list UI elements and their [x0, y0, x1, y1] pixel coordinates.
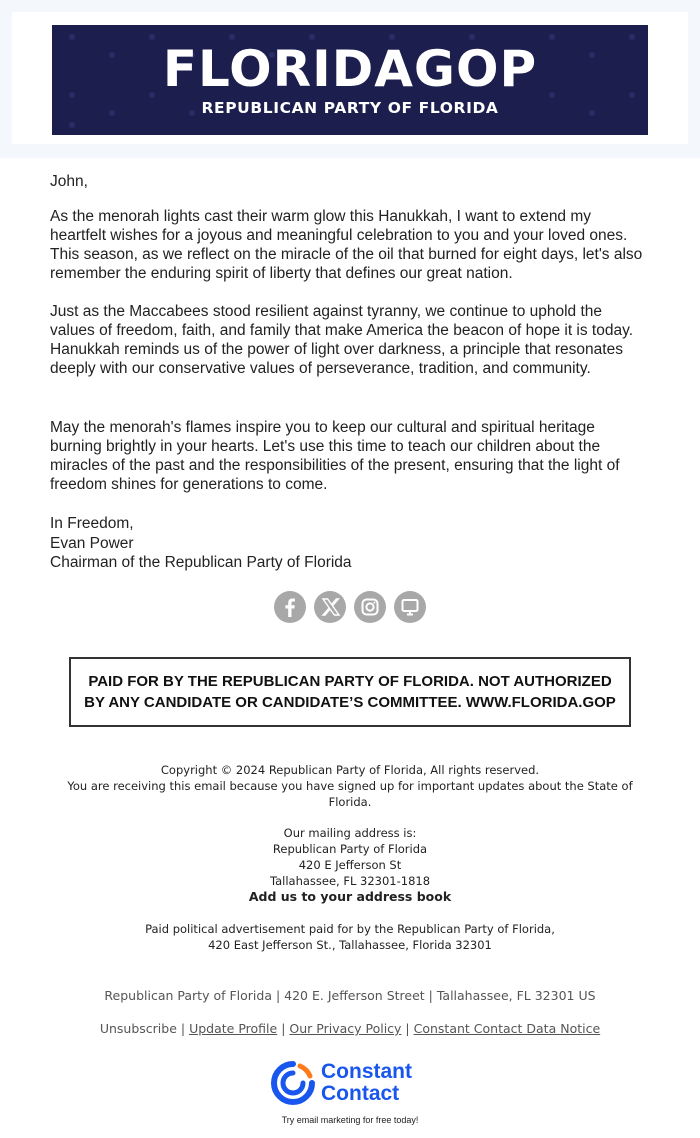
paid-advertisement-block — [0, 921, 700, 953]
city: Tallahassee, FL 32301-1818 — [269, 874, 431, 888]
instagram-icon[interactable] — [354, 591, 386, 623]
x-icon[interactable] — [314, 591, 346, 623]
copyright-block — [0, 762, 700, 810]
unsubscribe-link[interactable]: Unsubscribe — [99, 1021, 177, 1036]
separator: | — [401, 1021, 414, 1036]
add-to-address-book-link[interactable]: Add us to your address book — [248, 889, 452, 904]
mailing-label: Our mailing address is: — [283, 826, 417, 840]
reason-line-2: Florida. — [328, 795, 372, 809]
paragraph-1: As the menorah lights cast their warm glow this Hanukkah, I want to extend my heartfelt wishes for a joyous and meaningful celebration to you and your loved ones. This season, as we reflect on the miracle of the oil that burned for eight days, let's also remember the enduring spirit of liberty that defines our great nation. — [50, 208, 643, 282]
footer-links — [0, 1021, 700, 1036]
copyright: Copyright © 2024 Republican Party of Florida, All rights reserved. — [160, 763, 540, 777]
update-profile-link[interactable]: Update Profile — [189, 1021, 278, 1036]
data-notice-link[interactable]: Constant Contact Data Notice — [413, 1021, 601, 1036]
privacy-policy-link[interactable]: Our Privacy Policy — [289, 1021, 402, 1036]
disclaimer-line-2: BY ANY CANDIDATE OR CANDIDATE’S COMMITTEE. WWW.FLORIDA.GOP — [84, 694, 616, 711]
florida-gop-banner[interactable] — [52, 25, 648, 135]
sign-off: In Freedom, — [50, 515, 134, 532]
paid-line-1: Paid political advertisement paid for by the Republican Party of Florida, — [145, 922, 555, 936]
website-icon[interactable] — [394, 591, 426, 623]
org-name: Republican Party of Florida — [272, 842, 428, 856]
mailing-address-block — [0, 825, 700, 905]
signer-title: Chairman of the Republican Party of Florida — [50, 554, 352, 571]
cc-line-1: Constant — [321, 1060, 412, 1083]
reason-line-1: You are receiving this email because you have signed up for important updates about the State of — [67, 779, 633, 793]
logo-title: FLORIDAGOP — [162, 40, 538, 98]
separator: | — [176, 1021, 190, 1036]
street: 420 E Jefferson St — [298, 858, 402, 872]
signer-name: Evan Power — [50, 535, 134, 552]
cc-line-2: Contact — [321, 1082, 400, 1105]
paid-line-2: 420 East Jefferson St., Tallahassee, Florida 32301 — [208, 938, 492, 952]
constant-contact-logo[interactable] — [270, 1059, 440, 1107]
greeting: John, — [50, 173, 88, 190]
facebook-icon[interactable] — [274, 591, 306, 623]
paragraph-3: May the menorah's flames inspire you to keep our cultural and spiritual heritage burning brightly in your hearts. Let's use this time to teach our children about the miracles of the past and the responsibilities of the present, ensuring that the light of freedom shines for generations to come. — [50, 419, 620, 493]
constant-contact-mark-icon — [270, 1060, 316, 1106]
disclaimer-line-1: PAID FOR BY THE REPUBLICAN PARTY OF FLORIDA. NOT AUTHORIZED — [88, 673, 612, 690]
constant-contact-tagline[interactable]: Try email marketing for free today! — [281, 1115, 419, 1125]
constant-contact-name — [321, 1061, 412, 1105]
paid-for-disclaimer-box — [69, 657, 631, 727]
address-bar: Republican Party of Florida | 420 E. Jefferson Street | Tallahassee, FL 32301 US — [104, 988, 596, 1003]
separator: | — [277, 1021, 290, 1036]
logo-subtitle: REPUBLICAN PARTY OF FLORIDA — [201, 99, 499, 117]
social-links — [0, 591, 700, 623]
paragraph-2: Just as the Maccabees stood resilient against tyranny, we continue to uphold the values of freedom, faith, and family that make America the beacon of hope it is today. Hanukkah reminds us of the power of light over darkness, a principle that resonates deeply with our conservative values of perseverance, tradition, and community. — [50, 303, 634, 377]
